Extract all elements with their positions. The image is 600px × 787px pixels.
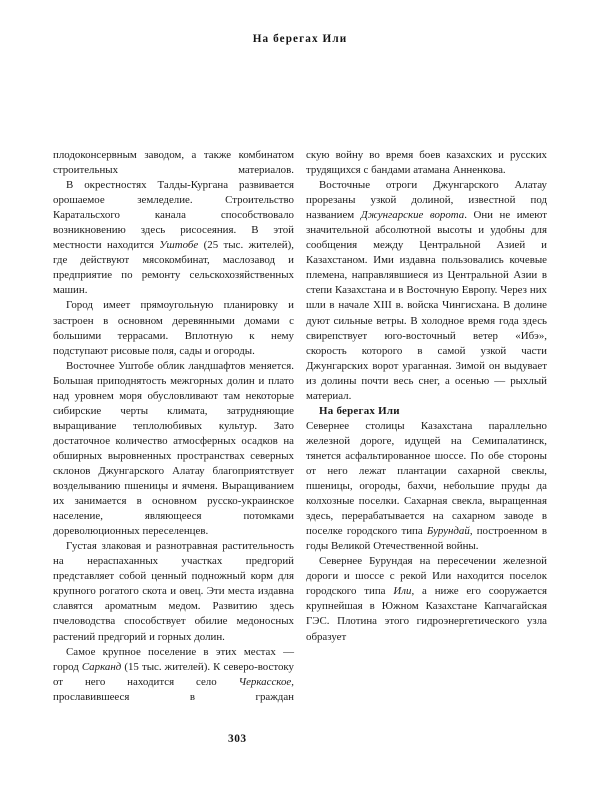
paragraph: Восточнее Уштобе облик ландшафтов меняется. Большая приподнятость межгорных долин и плато над уровнем моря обусловливают там некоторые сибирские черты климата, затрудняющие выращивание теплолюбивых культур. Зато достаточное количество атмосферных осадков на обширных выровненных пространствах северных склонов Джунгарского Алатау благоприятствует возделыванию пшеницы и ячменя. Выращиванием их занимается в основном русско-украинское население, являющееся потомками дореволюционных переселенцев. <box>53 359 294 538</box>
place-name-ushtobe: Уштобе <box>159 239 199 252</box>
page-number: 303 <box>228 733 247 745</box>
paragraph <box>53 178 294 298</box>
text-columns <box>53 148 548 718</box>
paragraph-text: Самое крупное поселение в этих местах — город <box>53 645 294 673</box>
paragraph-text: , прославившееся в граждан <box>53 675 294 703</box>
place-name-cherkasskoe: Черкасское <box>238 675 292 688</box>
paragraph-text: , построенном в годы Великой Отечественной войны. <box>306 525 547 553</box>
place-name-sarkand: Сарканд <box>81 660 122 673</box>
section-heading: На берегах Или <box>319 404 400 417</box>
paragraph <box>306 419 547 554</box>
paragraph-text: Восточные отроги Джунгарского Алатау прорезаны узкой долиной, известной под названием <box>306 179 547 222</box>
paragraph-text: , а ниже его сооружается крупнейшая в Южном Казахстане Капчагайская ГЭС. Плотина этого гидроэнергетического узла образует <box>306 585 547 643</box>
place-name-burunday: Бурундай <box>426 525 470 538</box>
paragraph-text: . Они не имеют значительной абсолютной высоты и удобны для сообщения между Центральной Азией и Казахстаном. Ими издавна пользовались кочевые племена, направлявшиеся из Центральной Азии в степи Казахстана и в Восточную Европу. Через них шли в начале XIII в. войска Чингисхана. В долине дуют сильные ветры. В холодное время года здесь свирепствует юго-восточный ветер «Ибэ», скорость которого в самой узкой части Джунгарских ворот ураганная. Зимой он выдувает из долины почти весь снег, а осенью — рыхлый материал. <box>306 209 547 402</box>
left-column <box>53 148 294 718</box>
paragraph <box>306 178 547 404</box>
paragraph <box>306 554 547 644</box>
paragraph-text: (25 тыс. жителей), где действуют мясокомбинат, маслозавод и предприятие по ремонту сельскохозяйственных машин. <box>53 239 294 297</box>
paragraph: Густая злаковая и разнотравная растительность на нераспаханных участках предгорий представляет собой ценный подножный корм для крупного рогатого скота и овец. Эти места издавна славятся ароматным медом. Развитию здесь пчеловодства способствует обилие медоносных растений предгорий и горных долин. <box>53 540 294 643</box>
paragraph-text: Севернее столицы Казахстана параллельно железной дороге, идущей на Семипалатинск, тянется асфальтированное шоссе. По обе стороны от него лежат плантации сахарной свеклы, пшеницы, огороды, бахчи, небольшие пруды да колхозные поселки. Сахарная свекла, выращенная здесь, перерабатывается на сахарном заводе в поселке городского типа <box>306 419 547 538</box>
right-column <box>306 148 547 718</box>
paragraph: скую войну во время боев казахских и русских трудящихся с бандами атамана Анненкова. <box>306 149 547 177</box>
paragraph: плодоконсервным заводом, а также комбинатом строительных материалов. <box>53 149 294 177</box>
paragraph <box>53 645 294 705</box>
paragraph: Город имеет прямоугольную планировку и застроен в основном деревянными домами с большими террасами. Вплотную к нему подступают рисовые поля, сады и огороды. <box>53 299 294 357</box>
paragraph-text: В окрестностях Талды-Кургана развивается орошаемое земледелие. Строительство Каратальсхого канала способствовало возникновению здесь рисосеяния. В этой местности находится <box>53 179 294 252</box>
paragraph-text: Севернее Бурундая на пересечении железной дороги и шоссе с рекой Или находится поселок городского типа <box>306 555 547 598</box>
place-name-dzhungarskie-vorota: Джунгарские ворота <box>360 209 465 222</box>
place-name-ili: Или <box>393 585 412 598</box>
paragraph-text: (15 тыс. жителей). К северо-востоку от него находится село <box>53 660 294 688</box>
running-head: На берегах Или <box>252 33 348 45</box>
